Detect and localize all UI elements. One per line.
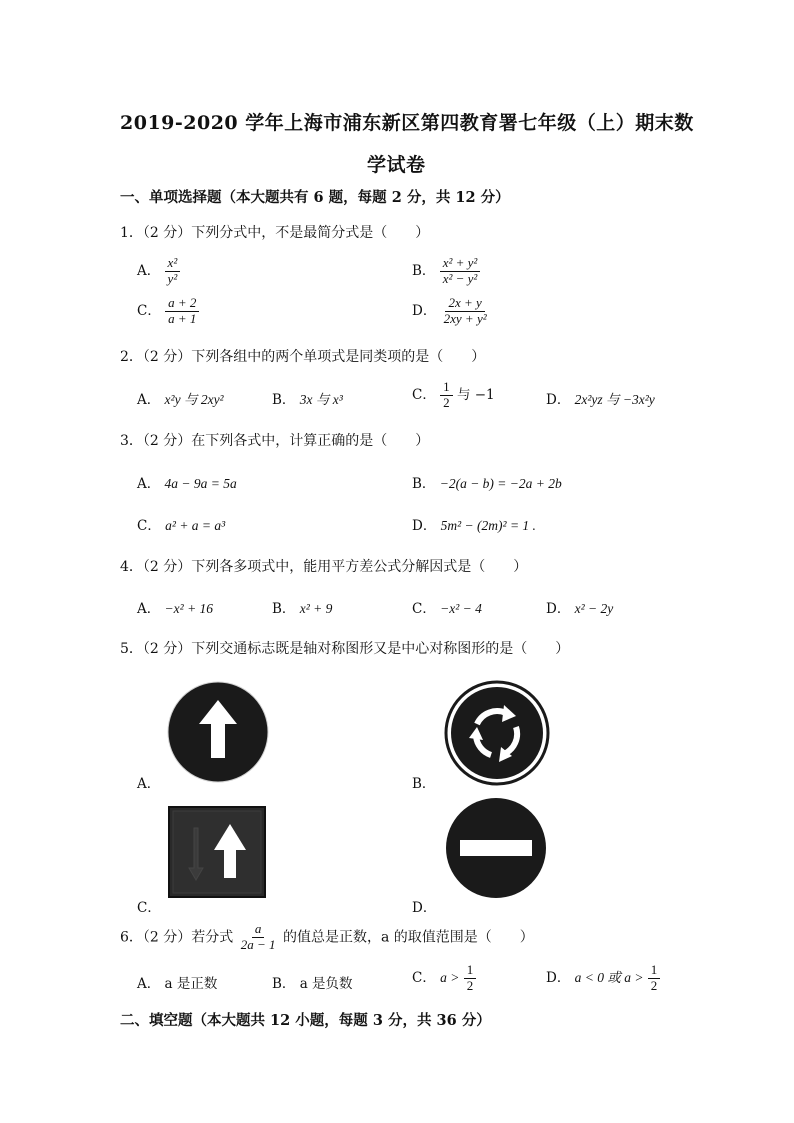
q2-option-b-text: 3x 与 x³	[299, 392, 343, 407]
q3-option-d[interactable]	[412, 514, 536, 534]
q4-option-b[interactable]	[272, 597, 332, 617]
q1-b-numerator: x² + y²	[440, 256, 481, 272]
q3-option-c[interactable]	[137, 514, 225, 534]
question-2-stem: 2．（2 分）下列各组中的两个单项式是同类项的是（ ）	[120, 349, 486, 365]
q6-option-c-prefix: a >	[440, 969, 460, 985]
q1-a-denominator: y²	[167, 270, 178, 286]
q6-option-c-label: C．	[412, 969, 436, 986]
q1-option-b-fraction	[440, 256, 481, 287]
page-title-line2: 学试卷	[367, 154, 426, 176]
q6-option-a[interactable]	[137, 972, 217, 992]
q1-option-d-fraction	[441, 296, 490, 327]
q5-sign-a[interactable]	[166, 680, 270, 784]
q6-d-denominator: 2	[650, 977, 658, 993]
roundabout-sign-icon	[444, 680, 550, 786]
q1-option-b[interactable]	[412, 256, 480, 287]
section-heading-2: 二、填空题（本大题共 12 小题，每题 3 分，共 36 分）	[120, 1012, 491, 1029]
q3-option-a-text: 4a − 9a = 5a	[164, 476, 237, 491]
q1-c-numerator: a + 2	[165, 296, 199, 312]
question-6-stem	[120, 922, 534, 953]
q4-option-d[interactable]	[546, 597, 613, 617]
straight-arrow-sign-icon	[166, 680, 270, 784]
q3-option-b-text: −2(a − b) = −2a + 2b	[439, 476, 562, 491]
q4-option-d-label: D．	[546, 601, 571, 617]
question-5-stem: 5．（2 分）下列交通标志既是轴对称图形又是中心对称图形的是（ ）	[120, 641, 570, 657]
q6-option-d-label: D．	[546, 969, 571, 986]
q4-option-c[interactable]	[412, 597, 482, 617]
q1-c-denominator: a + 1	[168, 310, 197, 326]
q2-option-c-fraction	[440, 380, 453, 411]
q5-option-b-label[interactable]: B．	[412, 776, 436, 792]
q2-option-c-rest: 与 −1	[456, 386, 495, 403]
q6-stem-suffix: 的值总是正数，a 的取值范围是（ ）	[282, 929, 534, 946]
q1-option-a-fraction	[165, 256, 181, 287]
q3-option-c-label: C．	[137, 518, 161, 534]
q1-option-b-label: B．	[412, 262, 436, 279]
page-title-line1: 2019-2020 学年上海市浦东新区第四教育署七年级（上）期末数	[120, 112, 694, 134]
q2-option-a-label: A．	[137, 392, 161, 408]
q1-option-d-label: D．	[412, 302, 437, 319]
q6-c-numerator: 1	[464, 963, 477, 979]
q4-option-b-label: B．	[272, 601, 296, 617]
q5-sign-b[interactable]	[444, 680, 550, 786]
no-entry-sign-icon	[444, 796, 548, 900]
q6-c-denominator: 2	[466, 977, 474, 993]
q6-option-b-text: a 是负数	[299, 976, 353, 992]
q2-option-d[interactable]	[546, 388, 655, 408]
q6-option-b-label: B．	[272, 976, 296, 992]
q3-option-a-label: A．	[137, 476, 161, 492]
q2-option-a-text: x²y 与 2xy²	[164, 392, 224, 407]
square-arrow-sign-icon	[168, 806, 266, 898]
q2-option-b-label: B．	[272, 392, 296, 408]
q3-option-c-text: a² + a = a³	[165, 518, 226, 533]
q6-stem-denominator: 2a − 1	[240, 936, 276, 952]
q1-option-a[interactable]	[137, 256, 180, 287]
q3-option-b-label: B．	[412, 476, 436, 492]
q3-option-d-label: D．	[412, 518, 437, 534]
q2-c-denominator: 2	[443, 394, 450, 410]
q1-option-c-label: C．	[137, 302, 161, 319]
q6-option-a-label: A．	[137, 976, 161, 992]
q2-option-d-text: 2x²yz 与 −3x²y	[574, 392, 655, 407]
q2-option-d-label: D．	[546, 392, 571, 408]
q1-d-numerator: 2x + y	[445, 296, 484, 312]
q2-option-c-label: C．	[412, 386, 436, 403]
q1-option-c-fraction	[165, 296, 199, 327]
q2-option-a[interactable]	[137, 388, 224, 408]
q1-option-c[interactable]	[137, 296, 199, 327]
q6-stem-fraction	[238, 922, 279, 953]
q3-option-b[interactable]	[412, 472, 562, 492]
q6-stem-numerator: a	[252, 922, 265, 938]
question-4-stem: 4．（2 分）下列各多项式中，能用平方差公式分解因式是（ ）	[120, 559, 528, 575]
q6-d-numerator: 1	[648, 963, 661, 979]
section-heading-1: 一、单项选择题（本大题共有 6 题，每题 2 分，共 12 分）	[120, 189, 510, 206]
q2-option-c[interactable]	[412, 380, 495, 411]
q1-option-d[interactable]	[412, 296, 490, 327]
q4-option-a-label: A．	[137, 601, 161, 617]
q4-option-b-text: x² + 9	[299, 601, 333, 616]
q1-a-numerator: x²	[165, 256, 181, 272]
q6-option-d[interactable]	[546, 963, 660, 994]
q6-option-d-prefix: a < 0 或 a >	[574, 969, 644, 985]
q5-sign-c[interactable]	[168, 806, 266, 898]
q3-option-d-text: 5m² − (2m)² = 1 .	[440, 518, 536, 533]
q1-b-denominator: x² − y²	[442, 270, 478, 286]
q5-option-a-label[interactable]: A．	[137, 776, 161, 792]
q6-option-c[interactable]	[412, 963, 476, 994]
q4-option-c-label: C．	[412, 601, 436, 617]
q6-option-c-fraction	[464, 963, 477, 994]
q6-option-d-fraction	[648, 963, 661, 994]
q2-option-b[interactable]	[272, 388, 343, 408]
question-1-stem: 1．（2 分）下列分式中，不是最简分式是（ ）	[120, 225, 430, 241]
q6-option-b[interactable]	[272, 972, 353, 992]
q6-option-a-text: a 是正数	[164, 976, 218, 992]
q6-stem-prefix: 6．（2 分）若分式	[120, 929, 234, 946]
q5-option-c-label[interactable]: C．	[137, 900, 161, 916]
q4-option-a[interactable]	[137, 597, 213, 617]
q4-option-d-text: x² − 2y	[574, 601, 614, 616]
q5-sign-d[interactable]	[444, 796, 548, 900]
q5-option-d-label[interactable]: D．	[412, 900, 437, 916]
q2-c-numerator: 1	[440, 380, 453, 396]
q4-option-a-text: −x² + 16	[164, 601, 214, 616]
q1-option-a-label: A．	[137, 262, 161, 279]
q1-d-denominator: 2xy + y²	[443, 310, 487, 326]
q3-option-a[interactable]	[137, 472, 237, 492]
question-3-stem: 3．（2 分）在下列各式中，计算正确的是（ ）	[120, 433, 430, 449]
q4-option-c-text: −x² − 4	[440, 601, 482, 616]
